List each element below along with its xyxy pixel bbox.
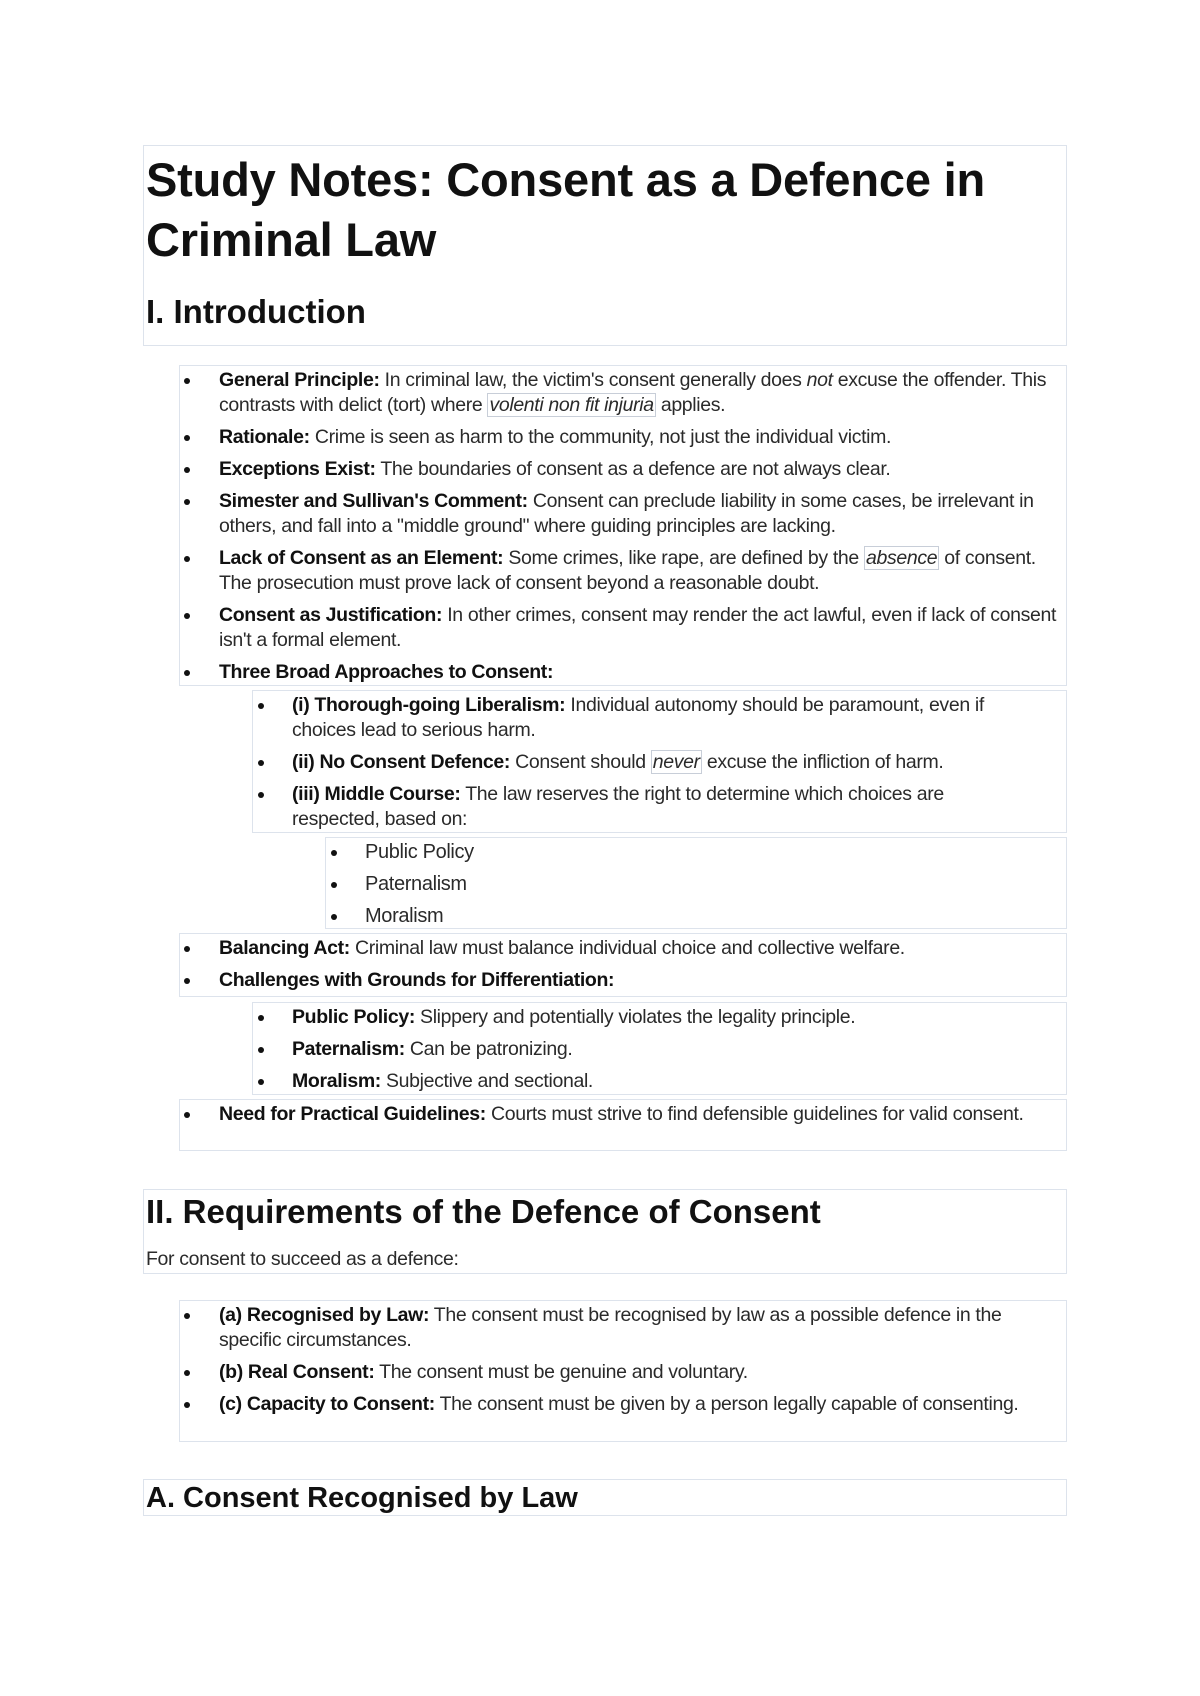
list-item: Public Policy <box>326 840 1066 865</box>
list-item: Lack of Consent as an Element: Some crimes, like rape, are defined by the absence of consent. The prosecution must prove lack of consent beyond a reasonable doubt. <box>180 546 1062 596</box>
guidelines-list <box>180 1102 1036 1127</box>
intro-list <box>180 368 1062 685</box>
list-item: Paternalism <box>326 872 1066 897</box>
requirements-list-block <box>179 1300 1067 1442</box>
intro-list-block <box>179 365 1067 686</box>
list-item: (a) Recognised by Law: The consent must be recognised by law as a possible defence in the specific circumstances. <box>180 1303 1058 1353</box>
list-item: General Principle: In criminal law, the victim's consent generally does not excuse the offender. This contrasts with delict (tort) where volenti non fit injuria applies. <box>180 368 1062 418</box>
list-item: Moralism <box>326 904 1066 929</box>
section-a-heading-block <box>143 1479 1067 1516</box>
list-item: Challenges with Grounds for Differentiation: <box>180 968 1066 993</box>
title-block <box>143 145 1067 346</box>
section-heading-consent-recognised: A. Consent Recognised by Law <box>146 1482 578 1514</box>
requirements-list <box>180 1303 1058 1417</box>
list-item: Public Policy: Slippery and potentially violates the legality principle. <box>253 1005 1066 1030</box>
list-item: Exceptions Exist: The boundaries of consent as a defence are not always clear. <box>180 457 1062 482</box>
list-item: Balancing Act: Criminal law must balance individual choice and collective welfare. <box>180 936 1066 961</box>
approaches-list <box>253 693 1036 832</box>
list-item: Simester and Sullivan's Comment: Consent can preclude liability in some cases, be irrelevant in others, and fall into a "middle ground" where guiding principles are lacking. <box>180 489 1062 539</box>
requirements-heading-block <box>143 1189 1067 1274</box>
balancing-list-block <box>179 933 1067 997</box>
approaches-list-block <box>252 690 1067 833</box>
balancing-list <box>180 936 1066 993</box>
list-item: (c) Capacity to Consent: The consent must be given by a person legally capable of consenting. <box>180 1392 1058 1417</box>
bases-list-block <box>325 837 1067 929</box>
section-heading-requirements: II. Requirements of the Defence of Consent <box>146 1193 821 1230</box>
guidelines-list-block <box>179 1099 1067 1151</box>
section-heading-introduction: I. Introduction <box>146 293 366 330</box>
list-item: Rationale: Crime is seen as harm to the community, not just the individual victim. <box>180 425 1062 450</box>
list-item: (iii) Middle Course: The law reserves the right to determine which choices are respected, based on: <box>253 782 1036 832</box>
challenges-list-block <box>252 1002 1067 1095</box>
list-item: (i) Thorough-going Liberalism: Individual autonomy should be paramount, even if choices lead to serious harm. <box>253 693 1036 743</box>
list-item: Paternalism: Can be patronizing. <box>253 1037 1066 1062</box>
challenges-list <box>253 1005 1066 1094</box>
list-item: Consent as Justification: In other crimes, consent may render the act lawful, even if lack of consent isn't a formal element. <box>180 603 1062 653</box>
list-item: (b) Real Consent: The consent must be genuine and voluntary. <box>180 1360 1058 1385</box>
requirements-intro: For consent to succeed as a defence: <box>146 1248 459 1270</box>
bases-list <box>326 840 1066 929</box>
page-title: Study Notes: Consent as a Defence in Criminal Law <box>146 153 985 266</box>
list-item: Three Broad Approaches to Consent: <box>180 660 1062 685</box>
list-item: Need for Practical Guidelines: Courts must strive to find defensible guidelines for valid consent. <box>180 1102 1036 1127</box>
list-item: Moralism: Subjective and sectional. <box>253 1069 1066 1094</box>
list-item: (ii) No Consent Defence: Consent should never excuse the infliction of harm. <box>253 750 1036 775</box>
